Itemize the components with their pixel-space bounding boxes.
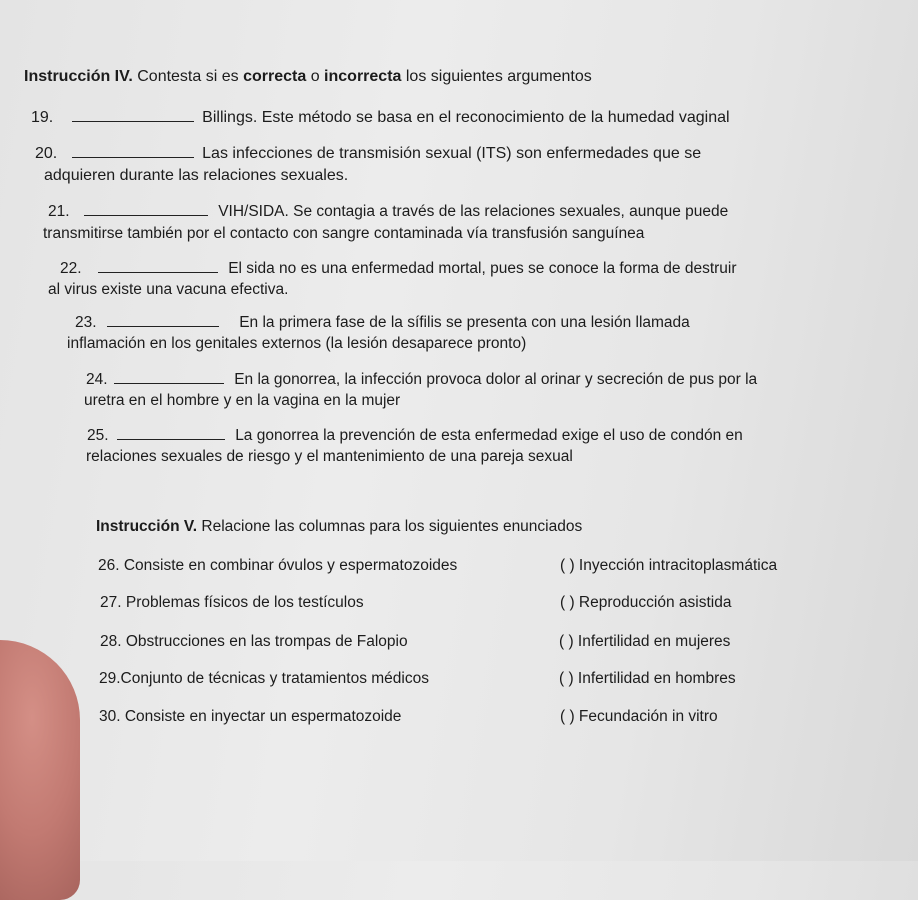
answer-blank[interactable] (98, 259, 218, 273)
match-right-a[interactable]: ( ) Inyección intracitoplasmática (560, 557, 778, 574)
match-left-26: 26. Consiste en combinar óvulos y espermatozoides (98, 557, 458, 574)
section4-title-end: los siguientes argumentos (405, 68, 592, 85)
item-text: VIH/SIDA. Se contagia a través de las relaciones sexuales, aunque puede (218, 203, 729, 220)
item-text: La gonorrea la prevención de esta enfermedad exige el uso de condón en (235, 427, 743, 444)
answer-blank[interactable] (114, 370, 224, 384)
match-left-27: 27. Problemas físicos de los testículos (100, 594, 364, 611)
answer-blank[interactable] (72, 108, 194, 122)
answer-blank[interactable] (117, 426, 225, 440)
item-23 (75, 313, 690, 332)
item-21 (48, 202, 728, 221)
match-left-30: 30. Consiste en inyectar un espermatozoide (99, 708, 402, 725)
section4-title-bold1: correcta (243, 68, 307, 85)
item-number: 22. (60, 260, 82, 277)
answer-blank[interactable] (84, 202, 208, 216)
match-right-c[interactable]: ( ) Infertilidad en mujeres (559, 633, 731, 650)
section5-label: Instrucción V. (96, 518, 198, 535)
item-22 (60, 259, 737, 278)
section5-title-rest: Relacione las columnas para los siguientes enunciados (201, 518, 583, 535)
match-left-28: 28. Obstrucciones en las trompas de Falopio (100, 633, 408, 650)
item-23-line2: inflamación en los genitales externos (la lesión desaparece pronto) (67, 335, 527, 352)
item-number: 25. (87, 427, 109, 444)
section5-title (96, 518, 582, 536)
match-left-29: 29.Conjunto de técnicas y tratamientos médicos (99, 670, 429, 687)
section4-title-mid: o (310, 68, 320, 85)
section4-title (24, 68, 592, 86)
section4-title-bold2: incorrecta (324, 68, 402, 85)
item-number: 20. (35, 145, 58, 162)
item-20-line2: adquieren durante las relaciones sexuales. (44, 167, 349, 184)
item-text: Billings. Este método se basa en el reconocimiento de la humedad vaginal (202, 109, 730, 126)
item-text: Las infecciones de transmisión sexual (ITS) son enfermedades que se (202, 145, 702, 162)
item-text: En la primera fase de la sífilis se presenta con una lesión llamada (239, 314, 690, 331)
match-right-b[interactable]: ( ) Reproducción asistida (560, 594, 732, 611)
item-19 (31, 108, 730, 127)
finger-shadow (0, 640, 80, 900)
item-text: El sida no es una enfermedad mortal, pues se conoce la forma de destruir (228, 260, 737, 277)
match-right-e[interactable]: ( ) Fecundación in vitro (560, 708, 718, 725)
match-right-d[interactable]: ( ) Infertilidad en hombres (559, 670, 736, 687)
item-number: 24. (86, 371, 108, 388)
item-25 (87, 426, 743, 445)
answer-blank[interactable] (72, 144, 194, 158)
answer-blank[interactable] (107, 313, 219, 327)
item-text: En la gonorrea, la infección provoca dolor al orinar y secreción de pus por la (234, 371, 758, 388)
item-22-line2: al virus existe una vacuna efectiva. (48, 281, 289, 298)
item-24-line2: uretra en el hombre y en la vagina en la mujer (84, 392, 401, 409)
section4-title-a: Contesta si es (137, 68, 239, 85)
item-20 (35, 144, 701, 163)
item-number: 21. (48, 203, 70, 220)
item-24 (86, 370, 757, 389)
section4-label: Instrucción IV. (24, 68, 133, 85)
item-25-line2: relaciones sexuales de riesgo y el mantenimiento de una pareja sexual (86, 448, 573, 465)
item-number: 19. (31, 109, 54, 126)
item-number: 23. (75, 314, 97, 331)
item-21-line2: transmitirse también por el contacto con sangre contaminada vía transfusión sanguínea (43, 225, 645, 242)
